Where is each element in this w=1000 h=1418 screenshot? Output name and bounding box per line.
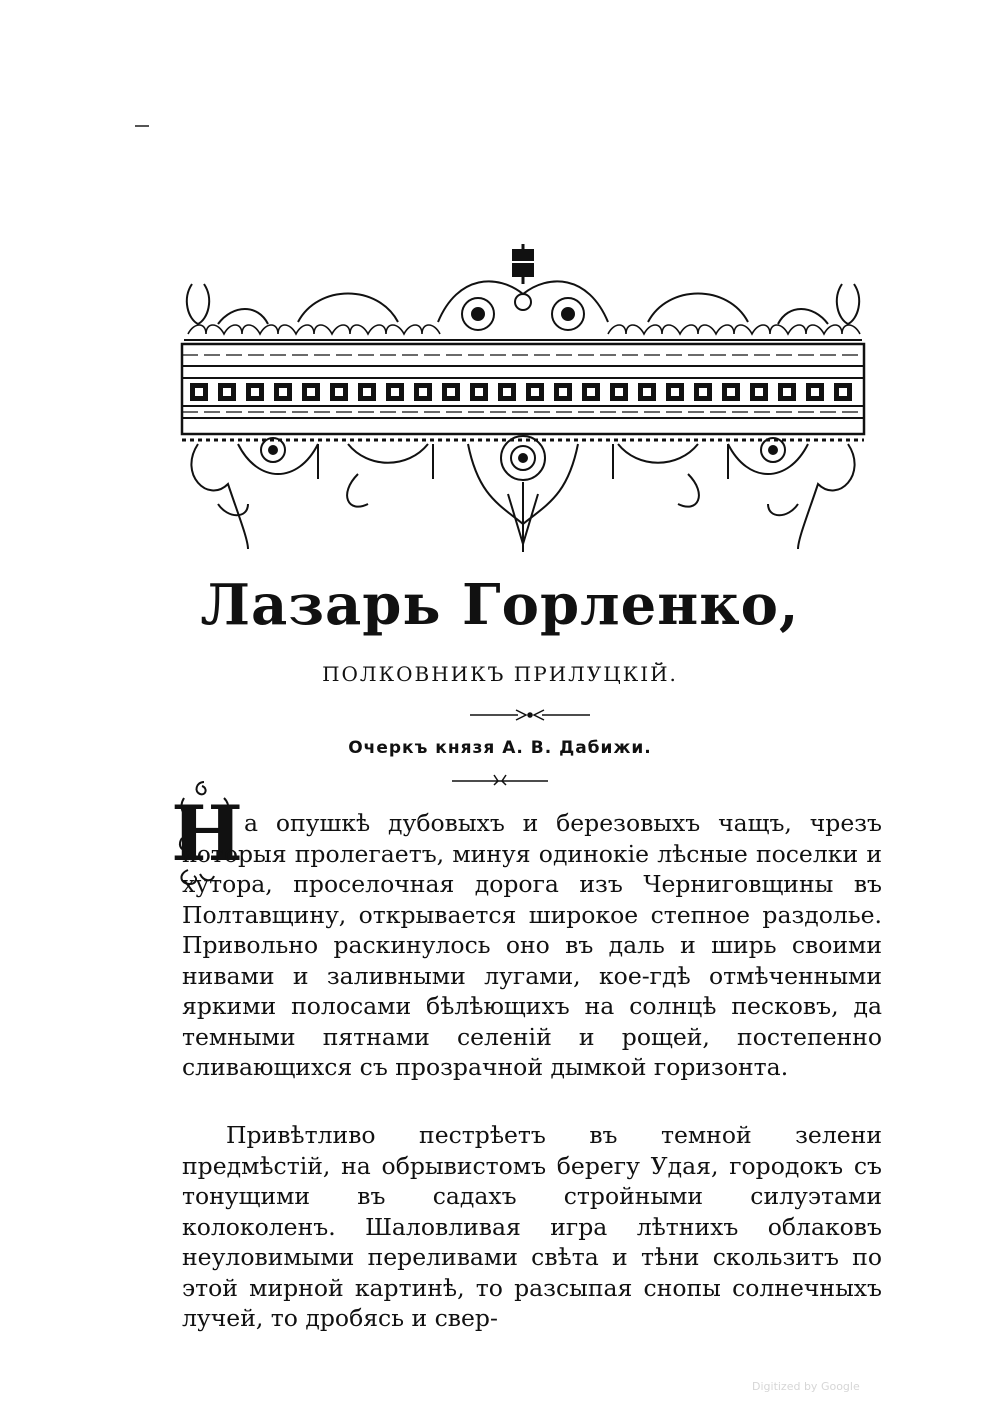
article-subtitle: ПОЛКОВНИКЪ ПРИЛУЦКІЙ. (322, 662, 678, 686)
decorative-rule (470, 707, 590, 723)
decorative-rule-small (452, 772, 548, 788)
article-byline: Очеркъ князя А. В. Дабижи. (348, 738, 652, 758)
scan-mark (135, 125, 149, 127)
digitization-watermark: Digitized by Google (752, 1380, 860, 1393)
paragraph-1 (182, 808, 882, 1083)
drop-cap-letter: Н (171, 789, 243, 878)
paragraph-2: Привѣтливо пестрѣетъ въ темной зелени предмѣстій, на обрывистомъ берегу Удая, городокъ съ тонущими въ садахъ стройными силуэтами колоколенъ. Шаловливая игра лѣтнихъ облаковъ неуловимыми переливами свѣта и тѣни скользитъ по этой мирной картинѣ, то разсыпая снопы солнечныхъ лучей, то дробясь и свер- (182, 1121, 882, 1332)
paragraph-1-text: а опушкѣ дубовыхъ и березовыхъ чащъ, чрезъ которыя пролегаетъ, минуя одинокіе лѣсные поселки и хутора, проселочная дорога изъ Черниговщины въ Полтавщину, открывается широкое степное раздолье. Привольно раскинулось оно въ даль и ширь своими нивами и заливными лугами, кое-гдѣ отмѣченными яркими полосами бѣлѣющихъ на солнцѣ песковъ, да темными пятнами селеній и рощей, постепенно сливающихся съ прозрачной дымкой горизонта. (182, 809, 882, 1081)
ornamental-headpiece (178, 244, 868, 554)
article-title: Лазарь Горленко, (200, 572, 800, 638)
